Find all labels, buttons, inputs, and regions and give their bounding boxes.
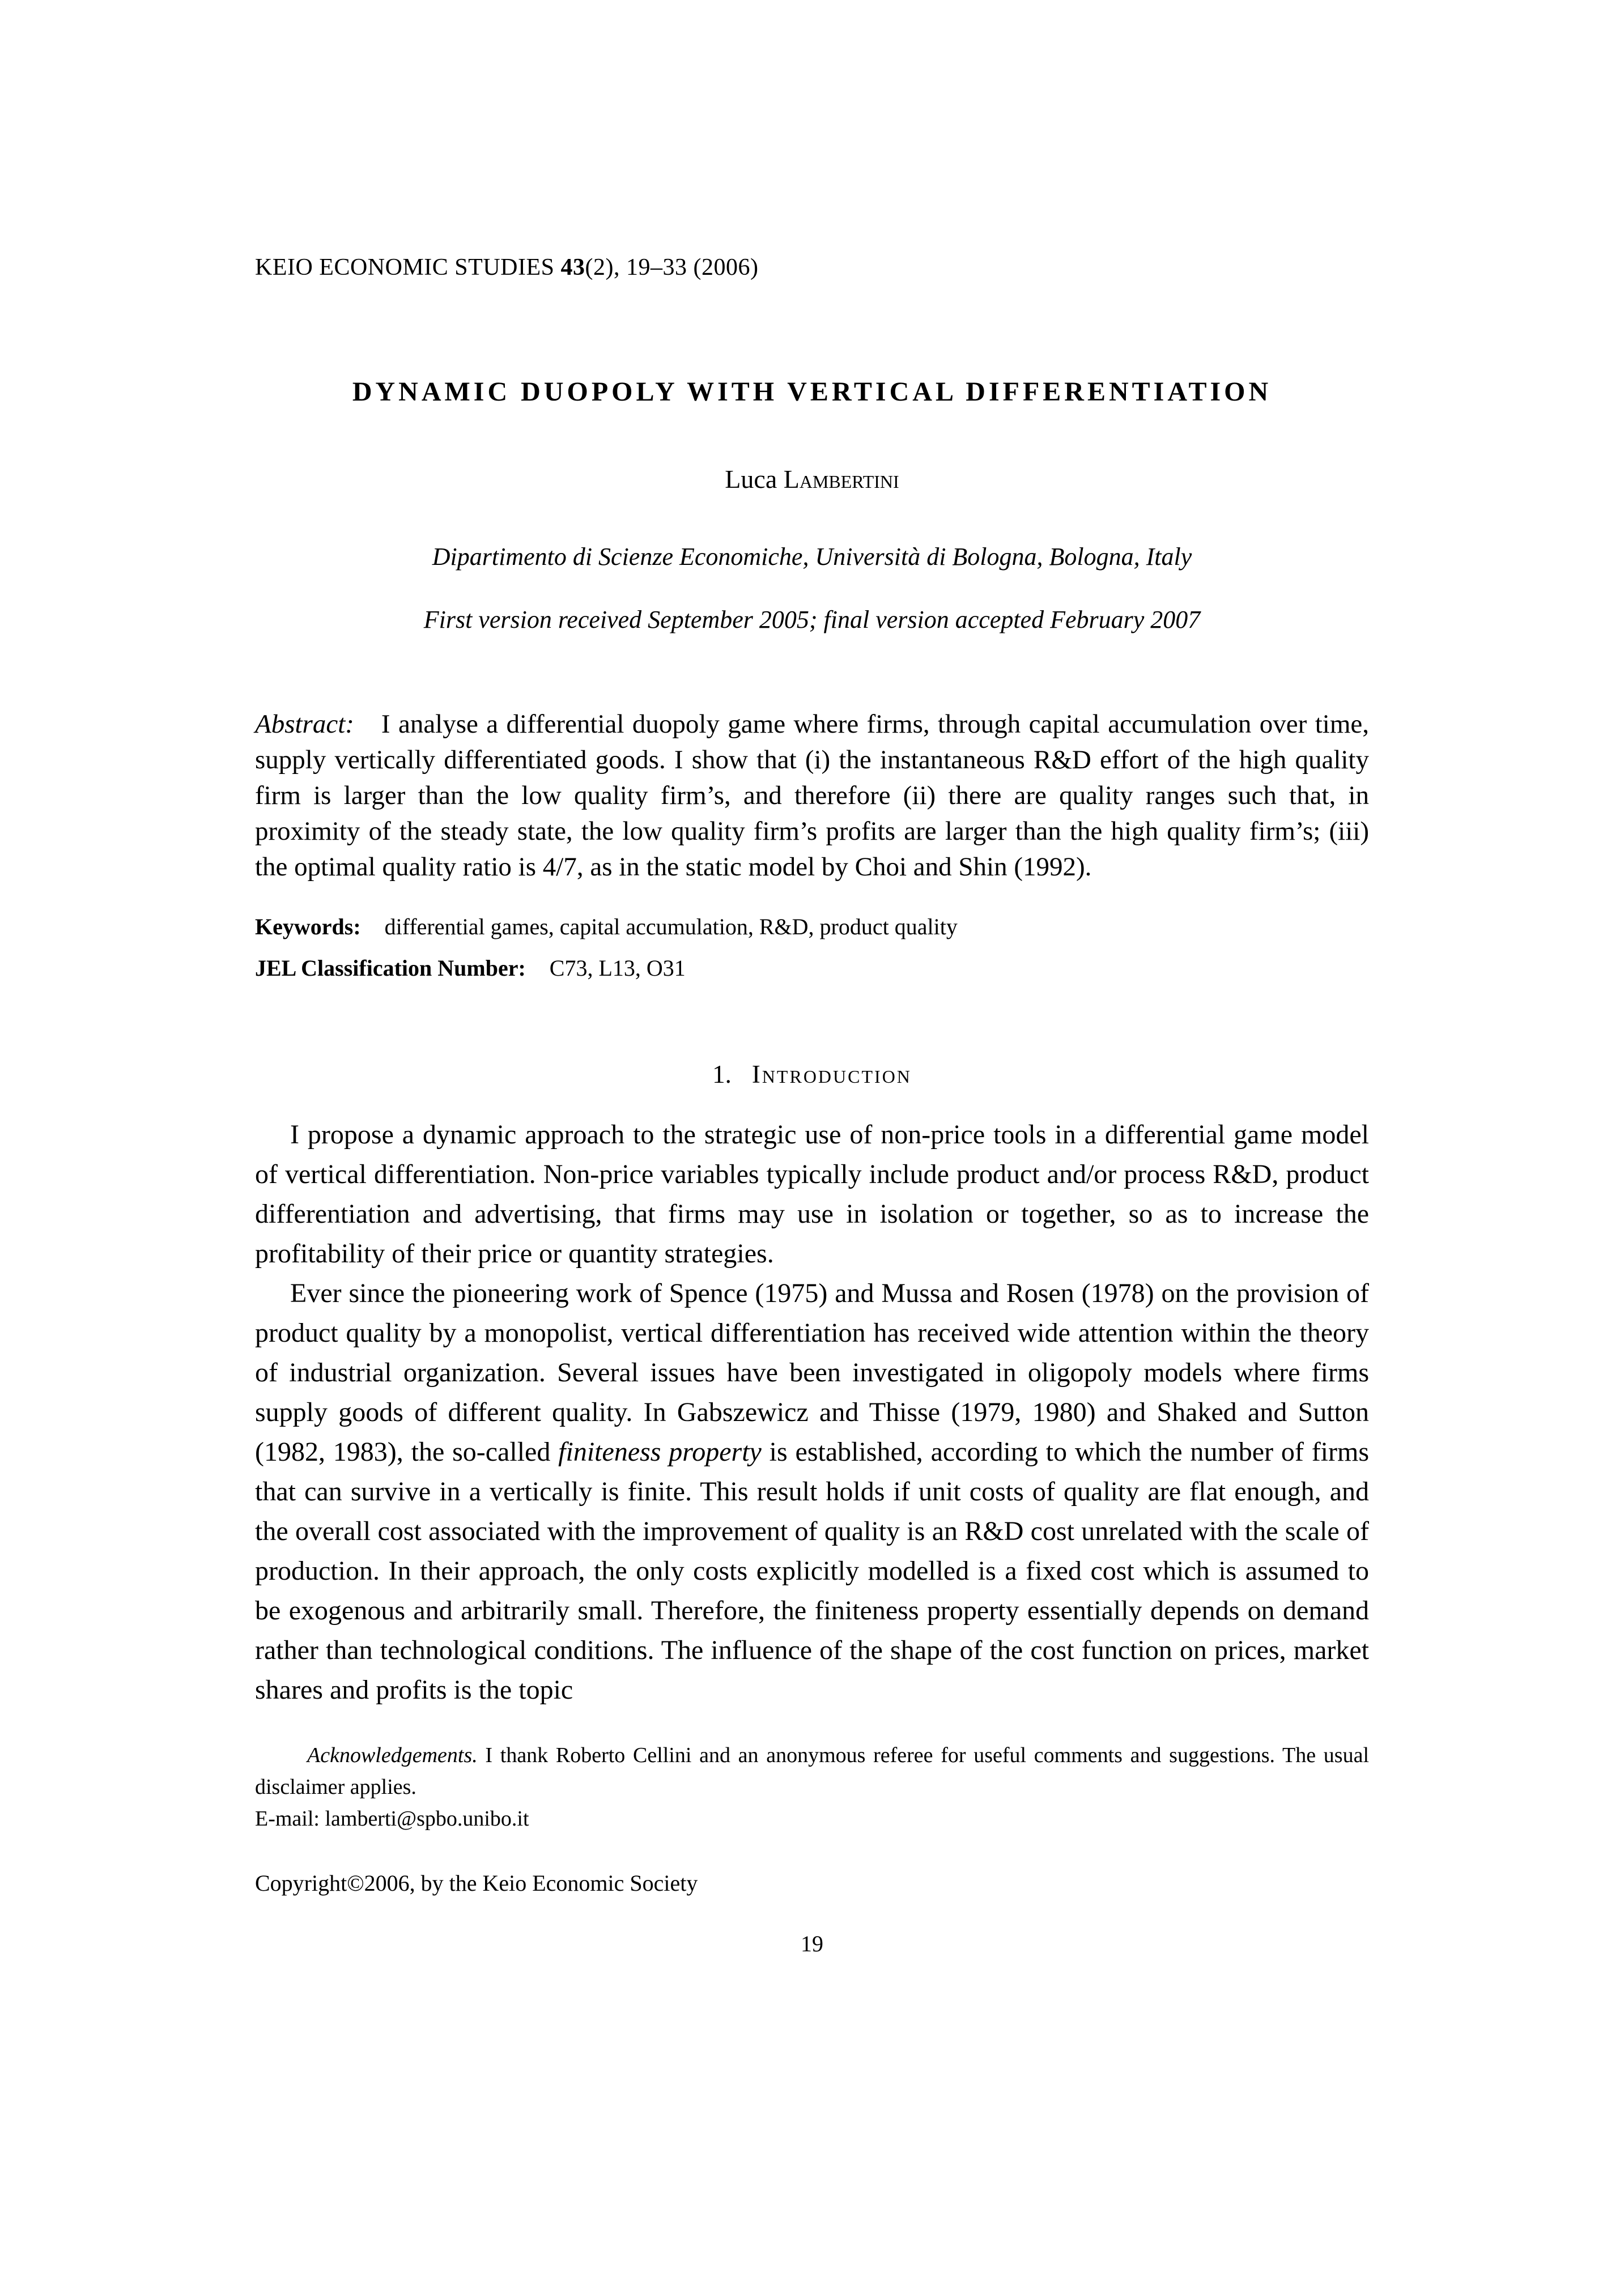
section-heading-introduction: [255, 1060, 1369, 1089]
intro-paragraph-1-text: I propose a dynamic approach to the strategic use of non-price tools in a differential game model of vertical differentiation. Non-price variables typically include product and/or process R&D, product differentiation and advertising, that firms may use in isolation or together, so as to increase the profitability of their price or quantity strategies.: [255, 1120, 1369, 1269]
footnote-block: [255, 1739, 1369, 1835]
intro-paragraph-2-text-end: is established, according to which the number of firms that can survive in a vertically is finite. This result holds if unit costs of quality are flat enough, and the overall cost associated with the improvement of quality is an R&D cost unrelated with the scale of production. In their approach, the only costs explicitly modelled is a fixed cost which is assumed to be exogenous and arbitrarily small. Therefore, the finiteness property essentially depends on demand rather than technological conditions. The influence of the shape of the cost function on prices, market shares and profits is the topic: [255, 1437, 1370, 1705]
keywords-value: differential games, capital accumulation, R&D, product quality: [384, 914, 958, 939]
footnote-email: E-mail: lamberti@spbo.unibo.it: [255, 1807, 529, 1831]
received-dates: First version received September 2005; final version accepted February 2007: [423, 606, 1201, 633]
paper-title: DYNAMIC DUOPOLY WITH VERTICAL DIFFERENTIATION: [352, 377, 1272, 407]
journal-header: [255, 254, 1369, 281]
abstract: [255, 707, 1369, 885]
author-last-name: Lambertini: [783, 465, 899, 494]
jel-value: C73, L13, O31: [549, 955, 686, 981]
page-number: 19: [801, 1931, 823, 1956]
abstract-text: I analyse a differential duopoly game where firms, through capital accumulation over time, supply vertically differentiated goods. I show that (i) the instantaneous R&D effort of the high quality firm is larger than the low quality firm’s, and therefore (ii) there are quality ranges such that, in proximity of the steady state, the low quality firm’s profits are larger than the high quality firm’s; (iii) the optimal quality ratio is 4/7, as in the static model by Choi and Shin (1992).: [255, 709, 1369, 882]
acknowledgements-text: I thank Roberto Cellini and an anonymous referee for useful comments and suggestions. The usual disclaimer applies.: [255, 1743, 1370, 1799]
introduction-body: [255, 1115, 1369, 1710]
copyright-line: Copyright©2006, by the Keio Economic Society: [255, 1870, 698, 1896]
footnote-acknowledgements: [255, 1739, 1369, 1803]
keywords-line: [255, 913, 1369, 940]
section-title: Introduction: [751, 1060, 912, 1088]
acknowledgements-label: Acknowledgements.: [307, 1743, 478, 1767]
author-name: [255, 464, 1369, 494]
journal-volume: 43: [560, 254, 585, 280]
intro-paragraph-2-text-start: Ever since the pioneering work of Spence (1975) and Mussa and Rosen (1978) on the provision of product quality by a monopolist, vertical differentiation has received wide attention within the theory of industrial organization. Several issues have been investigated in oligopoly models where firms supply goods of different quality. In Gabszewicz and Thisse (1979, 1980) and Shaked and Sutton (1982, 1983), the so-called: [255, 1278, 1369, 1467]
intro-paragraph-1: [255, 1115, 1369, 1274]
finiteness-property-emphasis: finiteness property: [558, 1437, 762, 1467]
author-first-name: Luca: [725, 465, 777, 494]
affiliation: Dipartimento di Scienze Economiche, Università di Bologna, Bologna, Italy: [432, 543, 1192, 571]
keywords-label: Keywords:: [255, 914, 361, 939]
jel-line: [255, 955, 1369, 981]
abstract-label: Abstract:: [255, 709, 354, 739]
jel-label: JEL Classification Number:: [255, 955, 526, 981]
journal-header-prefix: KEIO ECONOMIC STUDIES: [255, 254, 561, 280]
journal-issue-pages: (2), 19–33 (2006): [585, 254, 759, 280]
section-number: 1.: [712, 1060, 732, 1088]
intro-paragraph-2: [255, 1274, 1369, 1710]
